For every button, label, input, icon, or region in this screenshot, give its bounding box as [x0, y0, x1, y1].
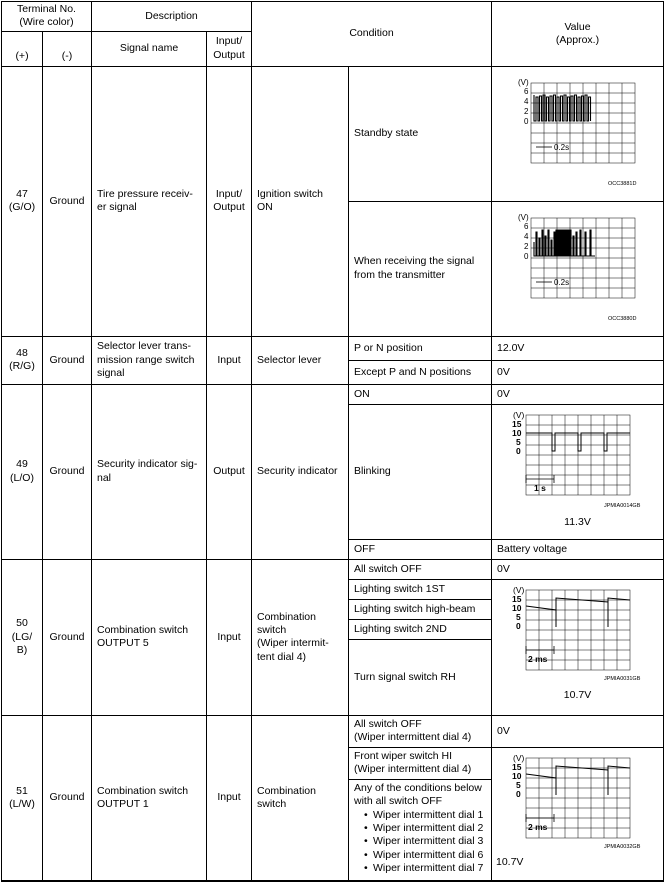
io-48: Input [207, 336, 252, 384]
svg-text:2: 2 [524, 106, 529, 116]
terminal-50: 50 (LG/ B) [2, 559, 43, 715]
condition-48: Selector lever [252, 336, 349, 384]
list-item: • Wiper intermittent dial 7 [364, 862, 486, 875]
condition-51: Combination switch [252, 715, 349, 881]
cond-48-pn: P or N position [349, 336, 492, 360]
svg-text:JPMIA0031GB: JPMIA0031GB [604, 675, 641, 682]
condition-47: Ignition switch ON [252, 66, 349, 336]
io-51: Input [207, 715, 252, 881]
cond-51-any-text: Any of the conditions below with all switch OFF [354, 781, 482, 808]
terminal-48: 48 (R/G) [2, 336, 43, 384]
svg-text:5: 5 [516, 779, 521, 790]
cond-50-lighting-1st: Lighting switch 1ST [349, 579, 492, 599]
io-50: Input [207, 559, 252, 715]
val-49-on: 0V [492, 384, 664, 404]
cond-49-blinking: Blinking [349, 404, 492, 539]
cond-47-receiving: When receiving the signal from the transmitter [349, 201, 492, 336]
header-plus: (+) [2, 31, 43, 66]
cond-49-off: OFF [349, 539, 492, 559]
io-47: Input/ Output [207, 66, 252, 336]
svg-text:0: 0 [516, 788, 521, 799]
svg-text:15: 15 [512, 418, 522, 429]
svg-text:10: 10 [512, 602, 522, 613]
signal-50: Combination switch OUTPUT 5 [92, 559, 207, 715]
cond-51-front-wiper-hi: Front wiper switch HI (Wiper intermittent dial 4) [349, 747, 492, 779]
condition-50: Combination switch (Wiper intermit- tent dial 4) [252, 559, 349, 715]
svg-text:JPMIA0032GB: JPMIA0032GB [604, 843, 641, 850]
val-48-pn: 12.0V [492, 336, 664, 360]
wave-51 [492, 747, 664, 881]
svg-text:0: 0 [524, 116, 529, 126]
svg-text:(V): (V) [518, 212, 529, 222]
svg-text:(V): (V) [513, 409, 525, 420]
condition-49: Security indicator [252, 384, 349, 559]
waveform-output1 [496, 752, 656, 856]
terminal-51: 51 (L/W) [2, 715, 43, 881]
waveform-blinking [496, 409, 656, 515]
svg-text:0: 0 [516, 445, 521, 456]
header-minus: (-) [43, 31, 92, 66]
terminal-49: 49 (L/O) [2, 384, 43, 559]
header-signal-name: Signal name [92, 31, 207, 66]
list-item: • Wiper intermittent dial 3 [364, 835, 486, 848]
cond-50-high-beam: Lighting switch high-beam [349, 599, 492, 619]
terminal-table [1, 1, 664, 882]
cond-47-standby: Standby state [349, 66, 492, 201]
svg-text:2 ms: 2 ms [528, 821, 548, 832]
svg-text:4: 4 [524, 231, 529, 241]
signal-51: Combination switch OUTPUT 1 [92, 715, 207, 881]
svg-text:4: 4 [524, 96, 529, 106]
ground-51: Ground [43, 715, 92, 881]
terminal-47: 47 (G/O) [2, 66, 43, 336]
cond-50-lighting-2nd: Lighting switch 2ND [349, 619, 492, 639]
val-50-all-off: 0V [492, 559, 664, 579]
wave-49-blinking [492, 404, 664, 539]
val-49-off: Battery voltage [492, 539, 664, 559]
svg-text:2 ms: 2 ms [528, 653, 548, 664]
svg-text:0.2s: 0.2s [554, 277, 570, 287]
svg-text:1 s: 1 s [534, 482, 546, 493]
ground-50: Ground [43, 559, 92, 715]
cond-49-on: ON [349, 384, 492, 404]
val-51-all-off: 0V [492, 715, 664, 747]
svg-text:JPMIA0014GB: JPMIA0014GB [604, 502, 641, 509]
header-terminal-no: Terminal No. (Wire color) [2, 2, 92, 32]
waveform-output5 [496, 584, 656, 688]
wave-47-standby [492, 66, 664, 201]
val-50-wave: 10.7V [563, 688, 592, 701]
svg-text:OCC3880D: OCC3880D [608, 315, 637, 322]
svg-text:10: 10 [512, 427, 522, 438]
io-49: Output [207, 384, 252, 559]
header-value: Value (Approx.) [492, 2, 664, 67]
header-condition: Condition [252, 2, 492, 67]
cond-50-turn-rh: Turn signal switch RH [349, 639, 492, 715]
svg-text:0: 0 [524, 251, 529, 261]
ground-47: Ground [43, 66, 92, 336]
wave-47-receiving [492, 201, 664, 336]
cond-48-except: Except P and N positions [349, 360, 492, 384]
signal-48: Selector lever trans- mission range switch signal [92, 336, 207, 384]
header-input-output: Input/ Output [207, 31, 252, 66]
svg-text:OCC3881D: OCC3881D [608, 180, 637, 187]
svg-text:15: 15 [512, 761, 522, 772]
val-51-wave: 10.7V [496, 855, 524, 868]
ground-49: Ground [43, 384, 92, 559]
list-item: • Wiper intermittent dial 2 [364, 822, 486, 835]
svg-text:0: 0 [516, 620, 521, 631]
waveform-receiving [496, 206, 656, 328]
val-48-except: 0V [492, 360, 664, 384]
header-description: Description [92, 2, 252, 32]
list-item: • Wiper intermittent dial 1 [364, 809, 486, 822]
svg-text:2: 2 [524, 241, 529, 251]
signal-49: Security indicator sig- nal [92, 384, 207, 559]
svg-text:0.2s: 0.2s [554, 142, 570, 152]
svg-text:5: 5 [516, 611, 521, 622]
svg-text:10: 10 [512, 770, 522, 781]
svg-text:(V): (V) [513, 752, 525, 763]
svg-text:6: 6 [524, 221, 529, 231]
ground-48: Ground [43, 336, 92, 384]
signal-47: Tire pressure receiv- er signal [92, 66, 207, 336]
svg-text:5: 5 [516, 436, 521, 447]
wave-50 [492, 579, 664, 715]
val-49-blinking: 11.3V [564, 515, 591, 528]
waveform-standby [496, 71, 656, 193]
svg-text:15: 15 [512, 593, 522, 604]
cond-51-any-conditions [349, 779, 492, 881]
svg-text:(V): (V) [518, 77, 529, 87]
cond-50-all-off: All switch OFF [349, 559, 492, 579]
svg-text:6: 6 [524, 86, 529, 96]
list-item: • Wiper intermittent dial 6 [364, 849, 486, 862]
svg-text:(V): (V) [513, 584, 525, 595]
wiper-dial-list [354, 809, 486, 876]
cond-51-all-off: All switch OFF (Wiper intermittent dial 4) [349, 715, 492, 747]
